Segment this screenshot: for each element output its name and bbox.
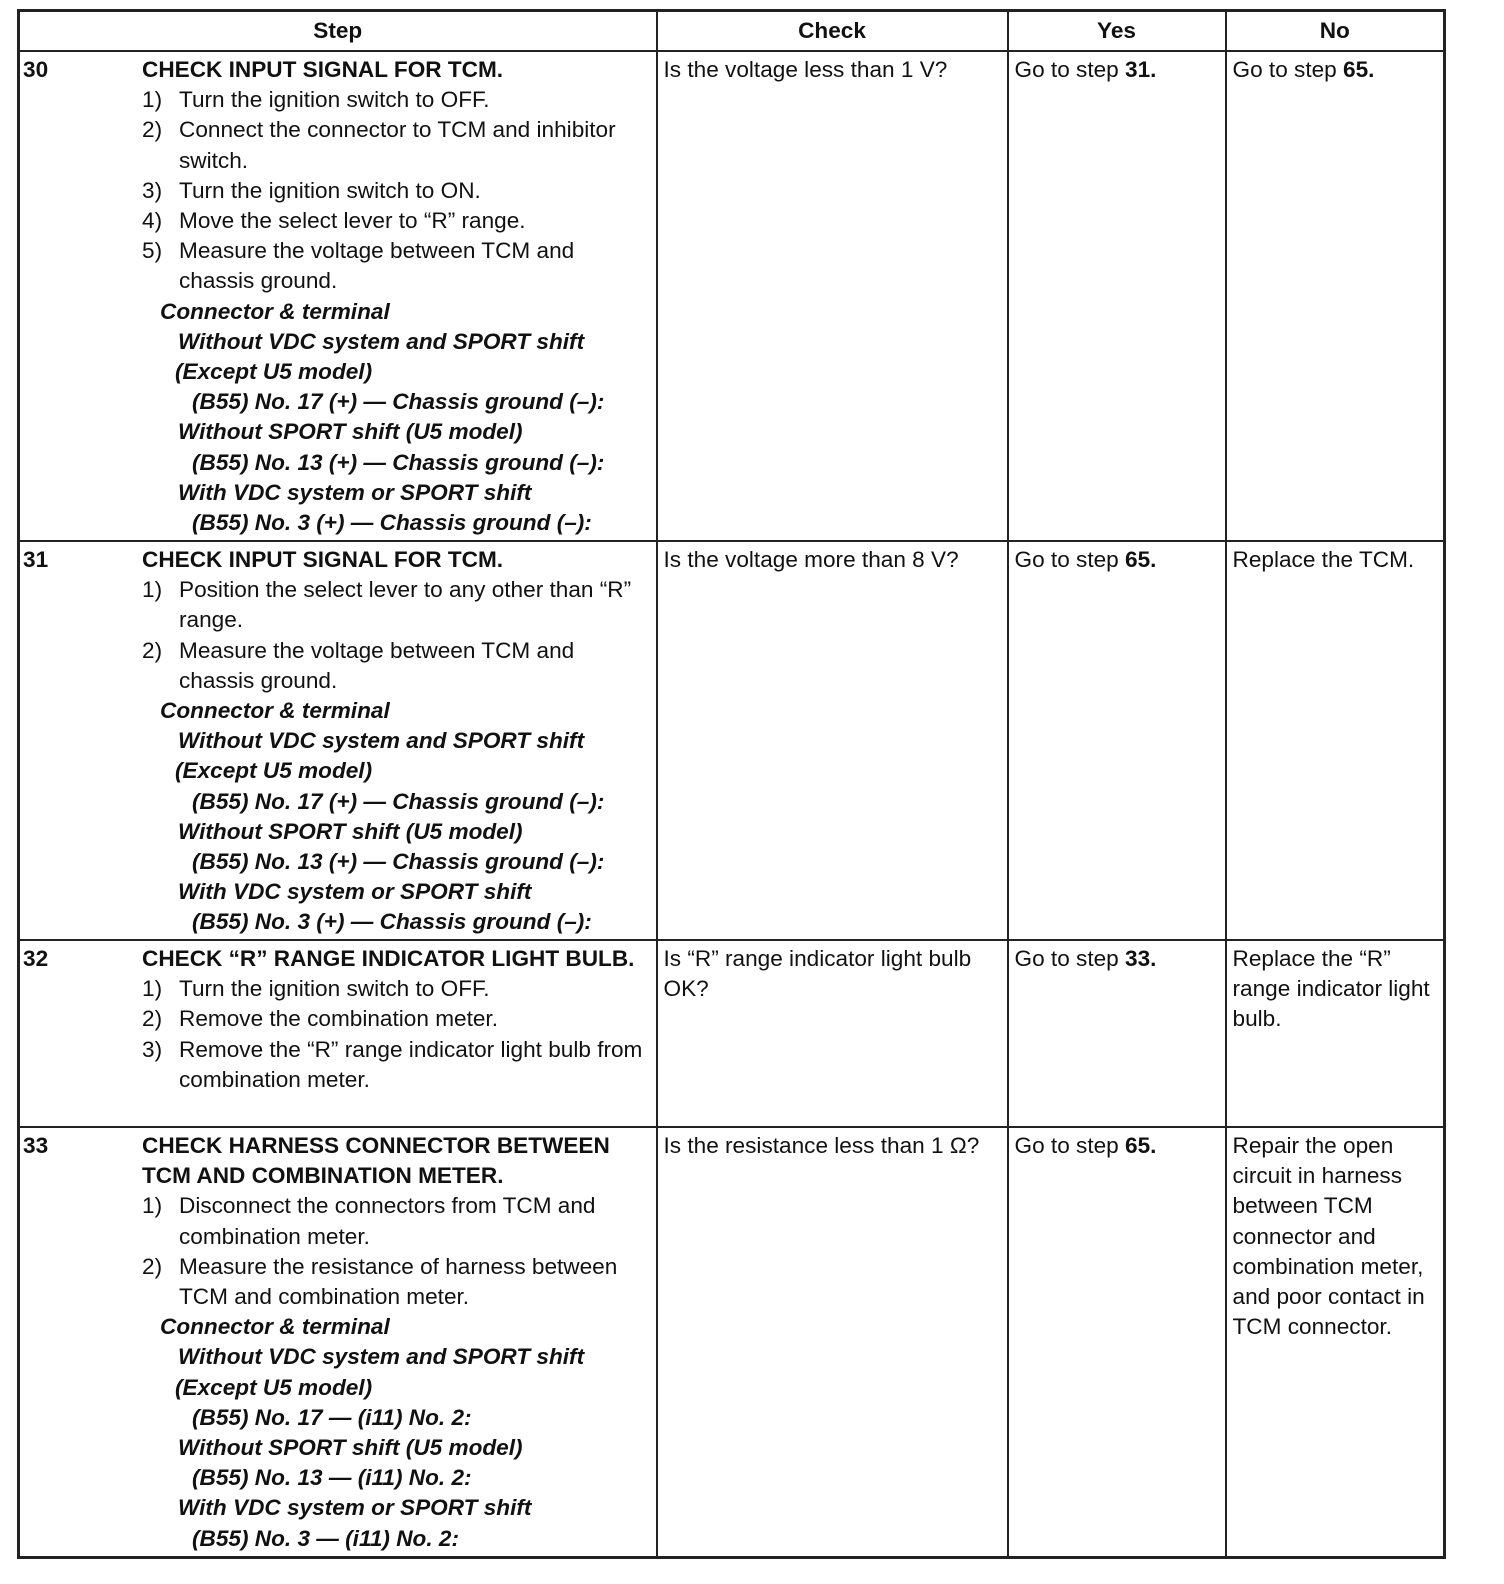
- instruction-item: 5) Measure the voltage between TCM and chassis ground.: [142, 238, 575, 294]
- table-row: [19, 51, 1445, 541]
- instruction-item: 2) Measure the resistance of harness between TCM and combination meter.: [142, 1253, 618, 1310]
- no-cell: Go to step 65.: [1226, 51, 1445, 541]
- connector-variant: With VDC system or SPORT shift: [178, 1495, 532, 1521]
- instruction-item: 4) Move the select lever to “R” range.: [142, 208, 526, 234]
- no-cell: Replace the “R” range indicator light bulb.: [1226, 940, 1445, 1127]
- step-title: CHECK INPUT SIGNAL FOR TCM.: [142, 57, 504, 82]
- connector-variant: Without VDC system and SPORT shift (Except U5 model): [175, 1344, 585, 1400]
- instruction-item: 2) Measure the voltage between TCM and chassis ground.: [142, 637, 575, 693]
- step-number: 32: [23, 946, 49, 971]
- check-cell: Is “R” range indicator light bulb OK?: [657, 940, 1008, 1127]
- step-cell: [19, 940, 657, 1127]
- column-header-yes: Yes: [1008, 11, 1226, 52]
- connector-heading: Connector & terminal: [160, 698, 390, 724]
- instruction-item: 1) Disconnect the connectors from TCM and combination meter.: [142, 1193, 596, 1249]
- table-row: [19, 1127, 1445, 1557]
- connector-terminal: (B55) No. 13 — (i11) No. 2:: [192, 1465, 472, 1491]
- instruction-item: 1) Position the select lever to any other than “R” range.: [142, 577, 632, 633]
- check-cell: Is the voltage more than 8 V?: [657, 541, 1008, 940]
- yes-cell: Go to step 33.: [1008, 940, 1226, 1127]
- table-row: [19, 940, 1445, 1127]
- connector-variant: Without VDC system and SPORT shift (Except U5 model): [175, 728, 585, 784]
- connector-heading: Connector & terminal: [160, 1314, 390, 1340]
- step-title: CHECK INPUT SIGNAL FOR TCM.: [142, 547, 504, 572]
- step-cell: [19, 1127, 657, 1557]
- connector-terminal: (B55) No. 3 (+) — Chassis ground (–):: [192, 510, 592, 536]
- yes-cell: Go to step 31.: [1008, 51, 1226, 541]
- step-reference: 31.: [1125, 57, 1157, 82]
- no-cell: Repair the open circuit in harness between TCM connector and combination meter, and poor contact in TCM connector.: [1226, 1127, 1445, 1557]
- connector-variant: With VDC system or SPORT shift: [178, 479, 532, 505]
- step-title: CHECK HARNESS CONNECTOR BETWEEN TCM AND COMBINATION METER.: [142, 1133, 610, 1189]
- column-header-no: No: [1226, 11, 1445, 52]
- yes-cell: Go to step 65.: [1008, 1127, 1226, 1557]
- instruction-item: 1) Turn the ignition switch to OFF.: [142, 87, 490, 113]
- connector-terminal: (B55) No. 17 (+) — Chassis ground (–):: [192, 788, 605, 814]
- connector-terminal: (B55) No. 13 (+) — Chassis ground (–):: [192, 449, 605, 475]
- connector-variant: Without SPORT shift (U5 model): [178, 818, 523, 844]
- instruction-item: 3) Turn the ignition switch to ON.: [142, 177, 481, 203]
- instruction-item: 2) Connect the connector to TCM and inhibitor switch.: [142, 117, 616, 173]
- step-cell: [19, 51, 657, 541]
- step-number: 33: [23, 1133, 49, 1158]
- step-cell: [19, 541, 657, 940]
- header-row: [19, 11, 1445, 52]
- connector-terminal: (B55) No. 17 — (i11) No. 2:: [192, 1404, 472, 1430]
- step-title: CHECK “R” RANGE INDICATOR LIGHT BULB.: [142, 946, 635, 971]
- no-cell: Replace the TCM.: [1226, 541, 1445, 940]
- instruction-item: 1) Turn the ignition switch to OFF.: [142, 976, 490, 1002]
- yes-cell: Go to step 65.: [1008, 541, 1226, 940]
- connector-terminal: (B55) No. 17 (+) — Chassis ground (–):: [192, 389, 605, 415]
- instruction-item: 2) Remove the combination meter.: [142, 1006, 498, 1032]
- instruction-item: 3) Remove the “R” range indicator light bulb from combination meter.: [142, 1036, 643, 1092]
- step-reference: 65.: [1125, 1133, 1157, 1158]
- connector-variant: With VDC system or SPORT shift: [178, 879, 532, 905]
- column-header-step: Step: [19, 11, 657, 52]
- connector-heading: Connector & terminal: [160, 298, 390, 324]
- column-header-check: Check: [657, 11, 1008, 52]
- step-reference: 65.: [1125, 547, 1157, 572]
- step-number: 30: [23, 57, 49, 82]
- step-number: 31: [23, 547, 49, 572]
- connector-variant: Without SPORT shift (U5 model): [178, 1435, 523, 1461]
- connector-terminal: (B55) No. 13 (+) — Chassis ground (–):: [192, 849, 605, 875]
- connector-variant: Without SPORT shift (U5 model): [178, 419, 523, 445]
- diagnostic-table: [17, 9, 1446, 1559]
- connector-terminal: (B55) No. 3 (+) — Chassis ground (–):: [192, 909, 592, 935]
- connector-terminal: (B55) No. 3 — (i11) No. 2:: [192, 1525, 459, 1551]
- step-reference: 65.: [1343, 57, 1375, 82]
- step-reference: 33.: [1125, 946, 1157, 971]
- table-row: [19, 541, 1445, 940]
- check-cell: Is the voltage less than 1 V?: [657, 51, 1008, 541]
- check-cell: Is the resistance less than 1 Ω?: [657, 1127, 1008, 1557]
- connector-variant: Without VDC system and SPORT shift (Except U5 model): [175, 328, 585, 385]
